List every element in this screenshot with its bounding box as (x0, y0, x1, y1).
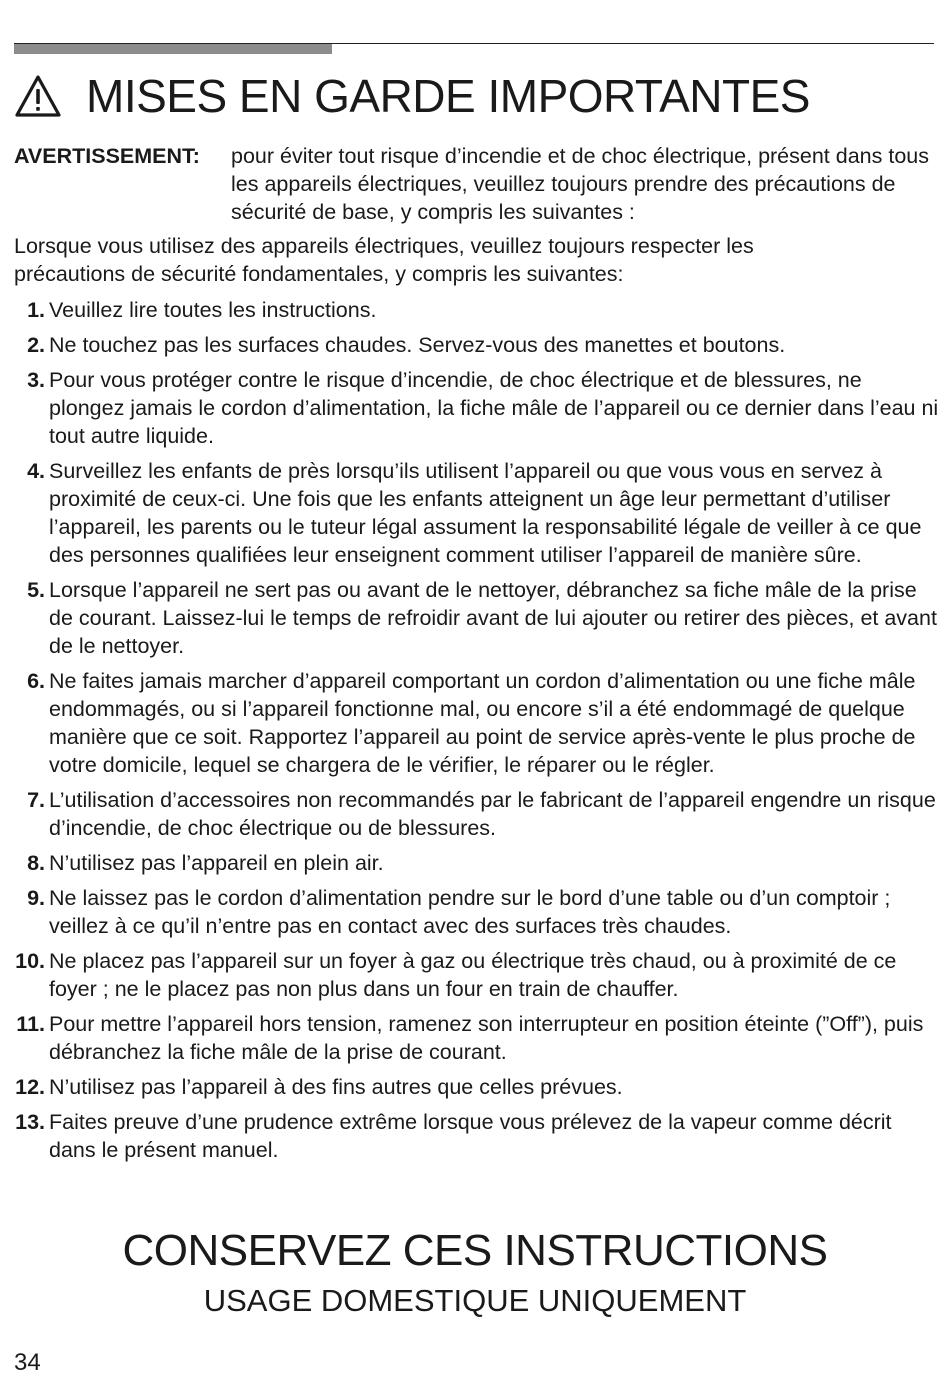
rule-item (14, 947, 940, 1003)
rule-text: N’utilisez pas l’appareil en plein air. (49, 851, 384, 875)
rule-text: Pour mettre l’appareil hors tension, ramenez son interrupteur en position éteinte (”Off”), puis débranchez la fiche mâle de la prise de courant. (49, 1012, 924, 1064)
rule-item (14, 849, 940, 877)
warning-block (14, 142, 939, 226)
rule-number: 2. (27, 333, 45, 357)
closing-title: CONSERVEZ CES INSTRUCTIONS (122, 1226, 828, 1275)
rule-item (14, 667, 940, 779)
rule-text: Surveillez les enfants de près lorsqu’ils utilisent l’appareil ou que vous vous en servez à proximité de ceux-ci. Une fois que les enfants atteignent un âge leur permettant d’utiliser l’appareil, les parents ou le tuteur légal assument la responsabilité légale de veiller à ce que des personnes qualifiées leur enseignent comment utiliser l’appareil de manière sûre. (49, 459, 922, 567)
rule-item (14, 366, 940, 450)
rule-item (14, 331, 940, 359)
warning-label: AVERTISSEMENT: (14, 144, 200, 168)
rule-text: Pour vous protéger contre le risque d’incendie, de choc électrique et de blessures, ne plongez jamais le cordon d’alimentation, la fiche mâle de l’appareil ou ce dernier dans l’eau ni tout autre liquide. (49, 368, 939, 448)
warning-text: pour éviter tout risque d’incendie et de choc électrique, présent dans tous les appareils électriques, veuillez toujours prendre des précautions de sécurité de base, y compris les suivantes : (231, 144, 929, 224)
rule-item (14, 576, 940, 660)
rule-number: 4. (27, 459, 45, 483)
safety-rules-list (14, 296, 940, 1171)
rule-item (14, 1010, 940, 1066)
rule-number: 9. (27, 886, 45, 910)
rule-text: Ne placez pas l’appareil sur un foyer à gaz ou électrique très chaud, ou à proximité de ce foyer ; ne le placez pas non plus dans un four en train de chauffer. (49, 949, 897, 1001)
page-title-text: MISES EN GARDE IMPORTANTES (86, 70, 810, 122)
rule-text: Ne laissez pas le cordon d’alimentation pendre sur le bord d’une table ou d’un comptoir ; veillez à ce qu’il n’entre pas en contact avec des surfaces très chaudes. (49, 886, 891, 938)
rule-text: Ne faites jamais marcher d’appareil comportant un cordon d’alimentation ou une fiche mâle endommagés, ou si l’appareil fonctionne mal, ou encore s’il a été endommagé de quelque manière que ce soit. Rapportez l’appareil au point de service après-vente le plus proche de votre domicile, lequel se chargera de le vérifier, le réparer ou le régler. (49, 669, 916, 777)
rule-number: 5. (27, 578, 45, 602)
intro-paragraph: Lorsque vous utilisez des appareils électriques, veuillez toujours respecter les précautions de sécurité fondamentales, y compris les suivantes: (14, 234, 754, 286)
rule-item (14, 296, 940, 324)
rule-text: Lorsque l’appareil ne sert pas ou avant de le nettoyer, débranchez sa fiche mâle de la prise de courant. Laissez-lui le temps de refroidir avant de lui ajouter ou retirer des pièces, et avant de le nettoyer. (49, 578, 937, 658)
rule-number: 12. (15, 1075, 45, 1099)
rule-text: L’utilisation d’accessoires non recommandés par le fabricant de l’appareil engendre un risque d’incendie, de choc électrique ou de blessures. (49, 788, 936, 840)
rule-item (14, 786, 940, 842)
rule-item (14, 457, 940, 569)
rule-text: Ne touchez pas les surfaces chaudes. Servez-vous des manettes et boutons. (49, 333, 786, 357)
rule-number: 11. (16, 1012, 45, 1036)
warning-triangle-icon (14, 74, 62, 118)
rule-item (14, 884, 940, 940)
page-number: 34 (14, 1349, 41, 1376)
rule-item (14, 1073, 940, 1101)
header-rule-bar (14, 44, 332, 54)
rule-number: 13. (15, 1110, 45, 1134)
rule-text: Veuillez lire toutes les instructions. (49, 298, 377, 322)
rule-text: N’utilisez pas l’appareil à des fins autres que celles prévues. (49, 1075, 623, 1099)
page-title (14, 70, 810, 122)
rule-number: 8. (27, 851, 45, 875)
rule-number: 6. (27, 669, 45, 693)
rule-number: 1. (27, 298, 45, 322)
rule-number: 7. (27, 788, 45, 812)
closing-subtitle: USAGE DOMESTIQUE UNIQUEMENT (203, 1283, 747, 1318)
rule-item (14, 1108, 940, 1164)
rule-number: 10. (15, 949, 45, 973)
rule-number: 3. (27, 368, 45, 392)
rule-text: Faites preuve d’une prudence extrême lorsque vous prélevez de la vapeur comme décrit dans le présent manuel. (49, 1110, 892, 1162)
